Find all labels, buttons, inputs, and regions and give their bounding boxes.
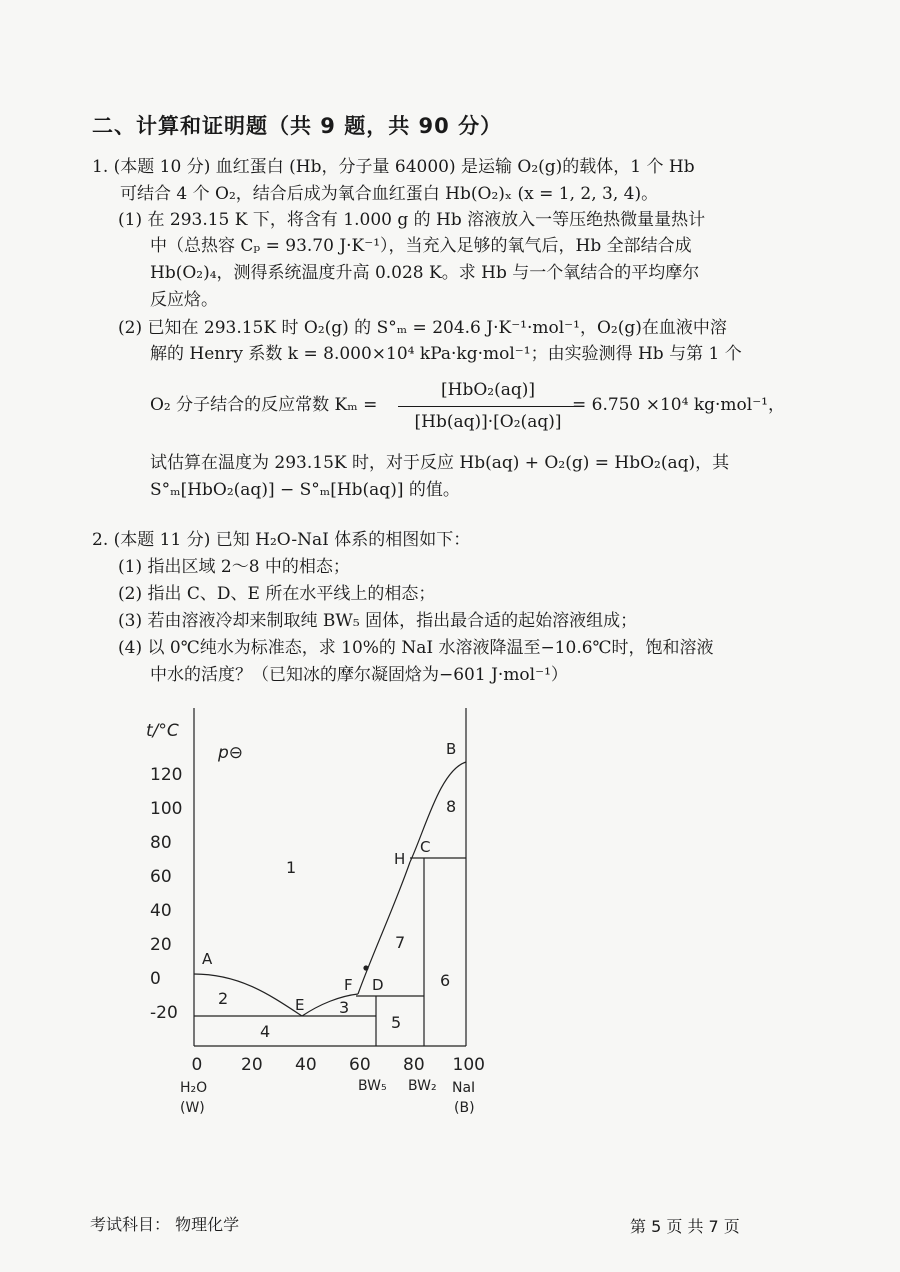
q2-item-2: (2) 指出 C、D、E 所在水平线上的相态； <box>118 584 436 604</box>
label-h2o: H₂O <box>180 1080 208 1096</box>
y-tick-label: 80 <box>150 833 172 853</box>
pressure-label: p⊖ <box>218 743 244 763</box>
point-label-a: A <box>202 950 213 968</box>
x-tick-label: 60 <box>349 1055 371 1075</box>
q1-part2-line-4: 试估算在温度为 293.15K 时，对于反应 Hb(aq) + O₂(g) = HbO₂(aq)，其 <box>150 453 730 473</box>
curve-f-h <box>358 862 410 994</box>
fraction-numerator: [HbO₂(aq)] <box>440 380 535 400</box>
point-label-f: F <box>344 976 353 994</box>
region-label-5: 5 <box>391 1013 402 1032</box>
footer-page: 第 5 页 共 7 页 <box>630 1217 740 1236</box>
label-nai: NaI <box>452 1080 476 1096</box>
region-label-1: 1 <box>286 858 297 877</box>
curve-h-b <box>410 762 466 862</box>
region-label-8: 8 <box>446 797 457 816</box>
y-tick-label: -20 <box>150 1003 178 1023</box>
y-tick-label: 20 <box>150 935 172 955</box>
q2-line-1: 2. (本题 11 分) 已知 H₂O-NaI 体系的相图如下： <box>92 530 471 550</box>
x-tick-label: 100 <box>452 1055 485 1075</box>
q2-item-1: (1) 指出区域 2～8 中的相态； <box>118 557 350 577</box>
q1-part1-line-1: (1) 在 293.15 K 下，将含有 1.000 g 的 Hb 溶液放入一等压绝热微量量热计 <box>118 210 706 230</box>
q1-part2-line-3-suffix: = 6.750 ×10⁴ kg·mol⁻¹， <box>572 395 785 415</box>
region-label-3: 3 <box>339 998 350 1017</box>
label-bw5: BW₅ <box>358 1078 387 1094</box>
point-label-c: C <box>420 838 431 856</box>
region-label-7: 7 <box>395 933 406 952</box>
y-axis-label: t/°C <box>146 721 179 741</box>
region-label-4: 4 <box>260 1022 271 1041</box>
curve-a-e <box>194 974 305 1016</box>
q1-line-2: 可结合 4 个 O₂，结合后成为氧合血红蛋白 Hb(O₂)ₓ (x = 1, 2, 3, 4)。 <box>120 184 659 204</box>
label-w: (W) <box>180 1100 205 1116</box>
q1-part1-line-2: 中（总热容 Cₚ = 93.70 J·K⁻¹），当充入足够的氧气后，Hb 全部结合成 <box>150 236 692 256</box>
y-tick-label: 120 <box>150 765 183 785</box>
x-tick-label: 20 <box>241 1055 263 1075</box>
y-tick-label: 100 <box>150 799 183 819</box>
y-tick-label: 0 <box>150 969 161 989</box>
point-label-d: D <box>372 976 384 994</box>
q1-part2-line-3-prefix: O₂ 分子结合的反应常数 Kₘ = <box>150 395 378 415</box>
label-bw2: BW₂ <box>408 1078 437 1094</box>
y-tick-label: 60 <box>150 867 172 887</box>
point-label-e: E <box>295 996 305 1014</box>
section-title: 二、计算和证明题（共 9 题，共 90 分） <box>92 114 503 138</box>
q1-part2-line-5: S°ₘ[HbO₂(aq)] − S°ₘ[Hb(aq)] 的值。 <box>150 480 460 500</box>
region-label-2: 2 <box>218 989 229 1008</box>
point-label-b: B <box>446 740 457 758</box>
x-tick-label: 40 <box>295 1055 317 1075</box>
point-f-dot <box>364 966 368 970</box>
q2-item-4-line-2: 中水的活度？（已知冰的摩尔凝固焓为−601 J·mol⁻¹） <box>150 665 568 685</box>
q1-part2-line-2: 解的 Henry 系数 k = 8.000×10⁴ kPa·kg·mol⁻¹；由实验测得 Hb 与第 1 个 <box>150 344 742 364</box>
q1-part2-line-1: (2) 已知在 293.15K 时 O₂(g) 的 S°ₘ = 204.6 J·K⁻¹·mol⁻¹，O₂(g)在血液中溶 <box>118 318 727 338</box>
curve-e-f <box>302 994 358 1016</box>
label-b: (B) <box>454 1100 475 1116</box>
x-tick-label: 80 <box>403 1055 425 1075</box>
region-label-6: 6 <box>440 971 451 990</box>
q1-part1-line-4: 反应焓。 <box>150 290 218 310</box>
q1-part1-line-3: Hb(O₂)₄，测得系统温度升高 0.028 K。求 Hb 与一个氧结合的平均摩尔 <box>150 263 700 283</box>
q2-item-3: (3) 若由溶液冷却来制取纯 BW₅ 固体，指出最合适的起始溶液组成； <box>118 611 638 631</box>
footer-subject: 考试科目： 物理化学 <box>90 1215 240 1234</box>
x-tick-label: 0 <box>191 1055 203 1075</box>
y-tick-label: 40 <box>150 901 172 921</box>
fraction-denominator: [Hb(aq)]·[O₂(aq)] <box>414 412 562 432</box>
q2-item-4-line-1: (4) 以 0℃纯水为标准态，求 10%的 NaI 水溶液降温至−10.6℃时，饱和溶液 <box>118 638 714 658</box>
point-label-h: H <box>394 850 406 868</box>
q1-line-1: 1. (本题 10 分) 血红蛋白 (Hb，分子量 64000) 是运输 O₂(g)的载体，1 个 Hb <box>92 157 695 177</box>
